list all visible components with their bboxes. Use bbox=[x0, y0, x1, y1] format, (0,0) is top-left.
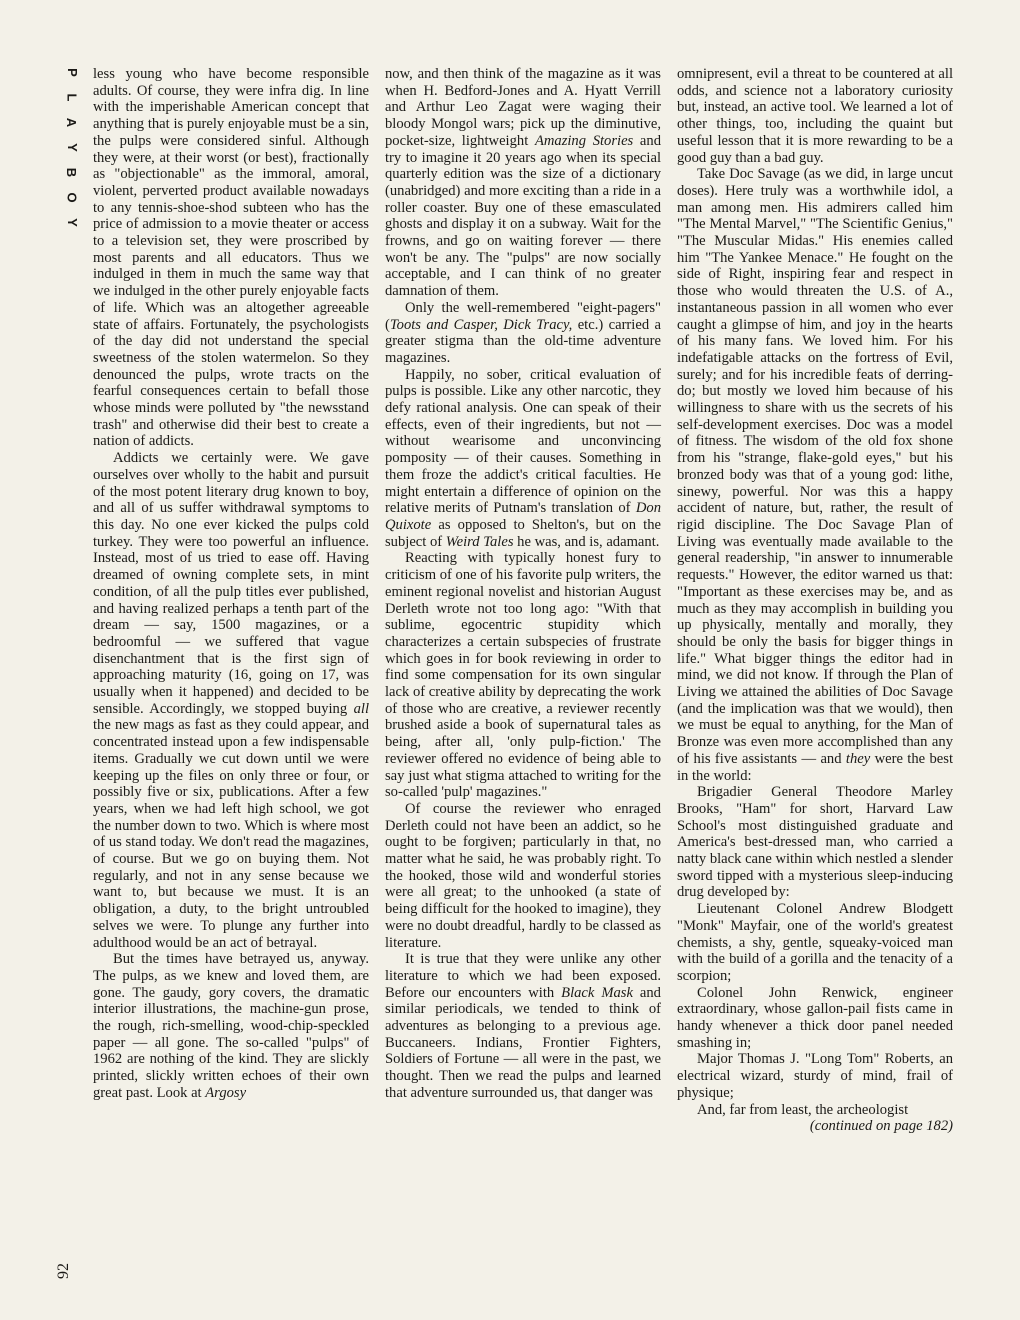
masthead-letter: B bbox=[64, 167, 80, 178]
article-column-1 bbox=[93, 66, 369, 1102]
masthead-letter: O bbox=[64, 192, 80, 203]
paragraph: Addicts we certainly were. We gave ourselves over wholly to the habit and pursuit of the most potent literary drug known to boy, and all of us suffer withdrawal symptoms to this day. No one ever kicked the pulps cold turkey. They were too powerful an influence. Instead, most of us tried to ease off. Having dreamed of owning complete sets, in mint condition, of all the pulp titles ever published, and having realized perhaps a tenth part of the dream — say, 1500 magazines, or a bedroomful — we suffered that vague disenchantment that is the first sign of approaching maturity (16, going on 17, was usually when it happened) and decided to be sensible. Accordingly, we stopped buying all the new mags as fast as they could appear, and concentrated instead upon a few indispensable items. Gradually we cut down until we were keeping up the files on only three or four, or possibly five or six, publications. After a few years, when we had left high school, we got the number down to two. Which is where most of us stand today. We don't read the magazines, of course. But we go on buying them. Not regularly, and not in any sense because we want to, but because we must. It is an obligation, a duty, to the bright untroubled selves we were. To plunge any further into adulthood would be an act of betrayal. bbox=[93, 450, 369, 951]
masthead-letter: Y bbox=[64, 218, 80, 227]
article-column-2 bbox=[385, 66, 661, 1102]
paragraph: Happily, no sober, critical evaluation of pulps is possible. Like any other narcotic, they defy rational analysis. One can speak of their effects, even of their ingredients, but not — without wearisome and unconvincing pomposity — of their causes. Something in them froze the addict's critical faculties. He might entertain a difference of opinion on the relative merits of Putnam's translation of Don Quixote as opposed to Shelton's, but on the subject of Weird Tales he was, and is, adamant. bbox=[385, 366, 661, 550]
article-column-3 bbox=[677, 66, 953, 1135]
paragraph: Colonel John Renwick, engineer extraordinary, whose gallon-pail fists came in handy whenever a thick door panel needed smashing in; bbox=[677, 984, 953, 1051]
paragraph: Lieutenant Colonel Andrew Blodgett "Monk" Mayfair, one of the world's greatest chemists, a shy, gentle, squeaky-voiced man with the build of a gorilla and the tenacity of a scorpion; bbox=[677, 901, 953, 984]
paragraph: And, far from least, the archeologist bbox=[697, 1101, 909, 1118]
paragraph: But the times have betrayed us, anyway. The pulps, as we knew and loved them, are gone. The gaudy, gory covers, the dramatic interior illustrations, the machine-gun prose, the rough, rich-smelling, wood-chip-speckled paper — all gone. The so-called "pulps" of 1962 are nothing of the kind. They are slickly printed, slickly written echoes of their own great past. Look at Argosy bbox=[93, 951, 369, 1101]
masthead-letter: P bbox=[64, 68, 80, 77]
paragraph: Major Thomas J. "Long Tom" Roberts, an electrical wizard, sturdy of mind, frail of physique; bbox=[677, 1051, 953, 1101]
paragraph: Reacting with typically honest fury to criticism of one of his favorite pulp writers, the eminent regional novelist and historian August Derleth wrote not too long ago: "With that sublime, egocentric stupidity which characterizes a certain subspecies of frustrate which goes in for book reviewing in order to find some compensation for its own singular lack of creative ability by deprecating the work of those who are creative, a reviewer recently brushed aside a book of supernatural tales as being, after all, 'only pulp-fiction.' The reviewer offered no evidence of being able to say just what stigma attached to writing for the so-called 'pulp' magazines." bbox=[385, 550, 661, 801]
paragraph: It is true that they were unlike any other literature to which we had been exposed. Before our encounters with Black Mask and similar periodicals, we tended to think of adventures as belonging to a previous age. Buccaneers. Indians, Frontier Fighters, Soldiers of Fortune — all were in the past, we thought. Then we read the pulps and learned that adventure surrounded us, that danger was bbox=[385, 951, 661, 1101]
paragraph: less young who have become responsible adults. Of course, they were infra dig. In line with the imperishable American concept that anything that is purely enjoyable must be a sin, the pulps were considered sinful. Although they were, at their worst (or best), fractionally as "objectionable" as the immoral, amoral, violent, perverted product available nowadays to any tennis-shoe-shod subteen who has the price of admission to a movie theater or access to a television set, they were proscribed by most parents and all educators. Thus we indulged in them in much the same way that we indulged in the other purely enjoyable facts of life. Which was an altogether agreeable state of affairs. Fortunately, the psychologists of the day did not understand the special sweetness of the stolen watermelon. So they denounced the pulps, wrote tracts on the fearful consequences certain to befall those whose minds were polluted by "the newsstand trash" and otherwise did their best to create a nation of addicts. bbox=[93, 66, 369, 450]
masthead bbox=[62, 66, 82, 226]
paragraph: Take Doc Savage (as we did, in large uncut doses). Here truly was a worthwhile idol, a man among men. His admirers called him "The Mental Marvel," "The Scientific Genius," "The Muscular Midas." His enemies called him "The Yankee Menace." He fought on the side of Right, inspiring fear and respect in those who would threaten the U.S. of A., instantaneous passion in all women who ever caught a glimpse of him, and joy in the hearts of his many fans. We loved him. For his indefatigable attacks on the fortress of Evil, surely; and for his incredible feats of derring-do; but mostly we loved him because of his willingness to share with us the secrets of his self-development exercises. Doc was a model of fitness. The wisdom of the old fox shone from his "strange, flake-gold eyes," but his bronzed body was that of a young god: lithe, sinewy, powerful. Nor was this a happy accident of nature, but, rather, the result of rigid discipline. The Doc Savage Plan of Living was eventually made available to the general readership, "in answer to innumerable requests." However, the editor warned us that: "Important as these exercises may be, and as much as they may accomplish in building you up physically, mentally and morally, they should be only the basis for bigger things in life." What bigger things the editor had in mind, we did not know. If through the Plan of Living we attained the abilities of Doc Savage (and the implication was that we would), then we must be equal to anything, for the Man of Bronze was even more accomplished than any of his five assistants — and they were the best in the world: bbox=[677, 166, 953, 784]
paragraph: omnipresent, evil a threat to be countered at all odds, and science not a laboratory curiosity but, instead, an active tool. We learned a lot of other things, too, including the quaint but useful lesson that it is more rewarding to be a good guy than a bad guy. bbox=[677, 66, 953, 166]
paragraph: now, and then think of the magazine as it was when H. Bedford-Jones and A. Hyatt Verrill and Arthur Leo Zagat were waging their bloody Mongol wars; pick up the diminutive, pocket-size, lightweight Amazing Stories and try to imagine it 20 years ago when its special quarterly edition was the size of a dictionary (unabridged) and more exciting than a ride in a roller coaster. Buy one of these emasculated ghosts and display it on a subway. Wait for the frowns, and go on waiting forever — there won't be any. The "pulps" are now socially acceptable, and I can think of no greater damnation of them. bbox=[385, 66, 661, 300]
masthead-letter: L bbox=[64, 93, 80, 102]
paragraph: Of course the reviewer who enraged Derleth could not have been an addict, so he ought to be forgiven; particularly in that, no matter what he said, he was probably right. To the hooked, those wild and wonderful stories were all great; to the unhooked (a state of being difficult for the hooked to imagine), they were no doubt dreadful, hardly to be classed as literature. bbox=[385, 800, 661, 951]
paragraph: Brigadier General Theodore Marley Brooks, "Ham" for short, Harvard Law School's most distinguished graduate and America's best-dressed man, who carried a natty black cane within which nestled a slender sword tipped with a mysterious sleep-inducing drug developed by: bbox=[677, 784, 953, 901]
continued-note: (continued on page 182) bbox=[809, 1118, 953, 1135]
paragraph: Only the well-remembered "eight-pagers" (Toots and Casper, Dick Tracy, etc.) carried a greater stigma than the old-time adventure magazines. bbox=[385, 299, 661, 366]
page-number: 92 bbox=[55, 1263, 72, 1279]
masthead-letter: A bbox=[64, 117, 80, 128]
masthead-letter: Y bbox=[64, 143, 80, 152]
